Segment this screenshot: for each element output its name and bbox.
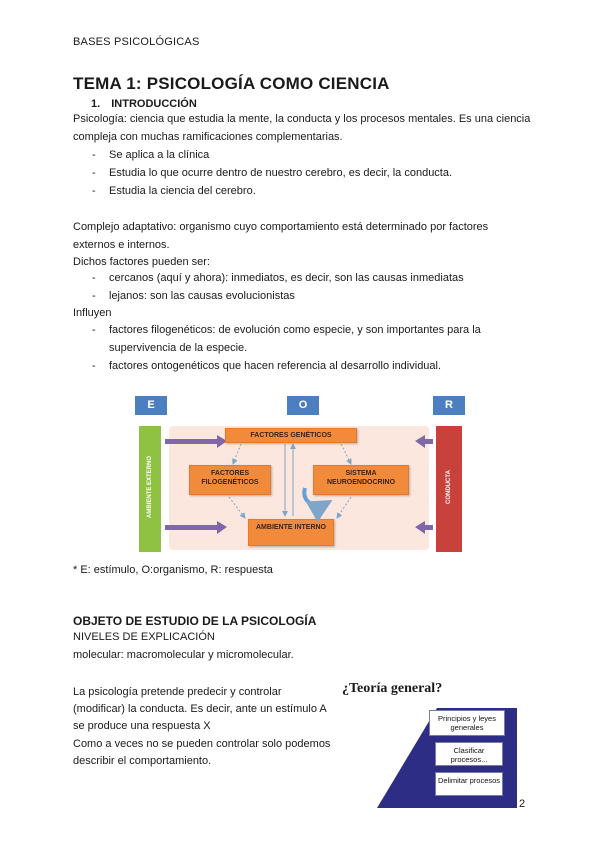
subheading-niveles: NIVELES DE EXPLICACIÓN xyxy=(73,631,215,643)
intro-line: compleja con muchas ramificaciones complementarias. xyxy=(73,131,343,143)
section-heading-introduccion xyxy=(91,98,197,110)
ambiente-externo-label: AMBIENTE EXTERNO xyxy=(147,456,153,519)
pyramid-title: ¿Teoría general? xyxy=(342,681,443,696)
bullet-dash: - xyxy=(92,167,96,179)
section-number: 1. xyxy=(91,98,101,110)
molecular-line: molecular: macromolecular y micromolecular. xyxy=(73,649,294,661)
bullet-dash: - xyxy=(92,185,96,197)
page-title: TEMA 1: PSICOLOGÍA COMO CIENCIA xyxy=(73,74,390,93)
prediccion-line: describir el comportamiento. xyxy=(73,755,212,767)
running-header: BASES PSICOLÓGICAS xyxy=(73,36,200,48)
section-heading-objeto: OBJETO DE ESTUDIO DE LA PSICOLOGÍA xyxy=(73,614,317,628)
complejo-line: Complejo adaptativo: organismo cuyo comportamiento está determinado por factores xyxy=(73,221,489,233)
complejo-line: Dichos factores pueden ser: xyxy=(73,256,210,268)
list-item-text: supervivencia de la especie. xyxy=(109,342,248,354)
box-factores-geneticos: FACTORES GENÉTICOS xyxy=(225,428,357,443)
box-sistema-neuroendocrino: SISTEMA NEUROENDOCRINO xyxy=(313,465,409,495)
influyen-label: Influyen xyxy=(73,307,112,319)
list-item-text: Se aplica a la clínica xyxy=(109,149,210,161)
corner-r: R xyxy=(433,396,465,415)
section-heading-text: INTRODUCCIÓN xyxy=(111,98,197,110)
corner-o: O xyxy=(287,396,319,415)
bullet-dash: - xyxy=(92,272,96,284)
corner-e: E xyxy=(135,396,167,415)
list-item-text: Estudia lo que ocurre dentro de nuestro cerebro, es decir, la conducta. xyxy=(109,167,453,179)
prediccion-line: Como a veces no se pueden controlar solo podemos xyxy=(73,738,331,750)
pyramid-level-top: Principios y leyes generales xyxy=(429,710,505,736)
complejo-line: externos e internos. xyxy=(73,239,170,251)
box-factores-filogeneticos: FACTORES FILOGENÉTICOS xyxy=(189,465,271,495)
list-item-text: cercanos (aquí y ahora): inmediatos, es decir, son las causas inmediatas xyxy=(109,272,464,284)
prediccion-line: (modificar) la conducta. Es decir, ante un estímulo A xyxy=(73,703,327,715)
diagram-caption: * E: estímulo, O:organismo, R: respuesta xyxy=(73,564,273,576)
list-item-text: factores ontogenéticos que hacen referencia al desarrollo individual. xyxy=(109,360,442,372)
list-item-text: factores filogenéticos: de evolución como especie, y son importantes para la xyxy=(109,324,481,336)
box-ambiente-interno: AMBIENTE INTERNO xyxy=(248,519,334,546)
eor-diagram xyxy=(133,394,467,556)
bullet-dash: - xyxy=(92,324,96,336)
connector-arrows xyxy=(133,394,467,556)
theory-pyramid xyxy=(377,700,517,810)
page-number: 2 xyxy=(519,798,526,810)
bullet-dash: - xyxy=(92,149,96,161)
bullet-dash: - xyxy=(92,360,96,372)
prediccion-line: se produce una respuesta X xyxy=(73,720,211,732)
bullet-dash: - xyxy=(92,290,96,302)
conducta-label: CONDUCTA xyxy=(446,470,452,504)
pyramid-level-bottom: Delimitar procesos xyxy=(435,772,503,796)
pyramid-level-mid: Clasificar procesos... xyxy=(435,742,503,766)
list-item-text: lejanos: son las causas evolucionistas xyxy=(109,290,295,302)
list-item-text: Estudia la ciencia del cerebro. xyxy=(109,185,256,197)
intro-line: Psicología: ciencia que estudia la mente, la conducta y los procesos mentales. Es una ciencia xyxy=(73,113,531,125)
prediccion-line: La psicología pretende predecir y controlar xyxy=(73,686,282,698)
